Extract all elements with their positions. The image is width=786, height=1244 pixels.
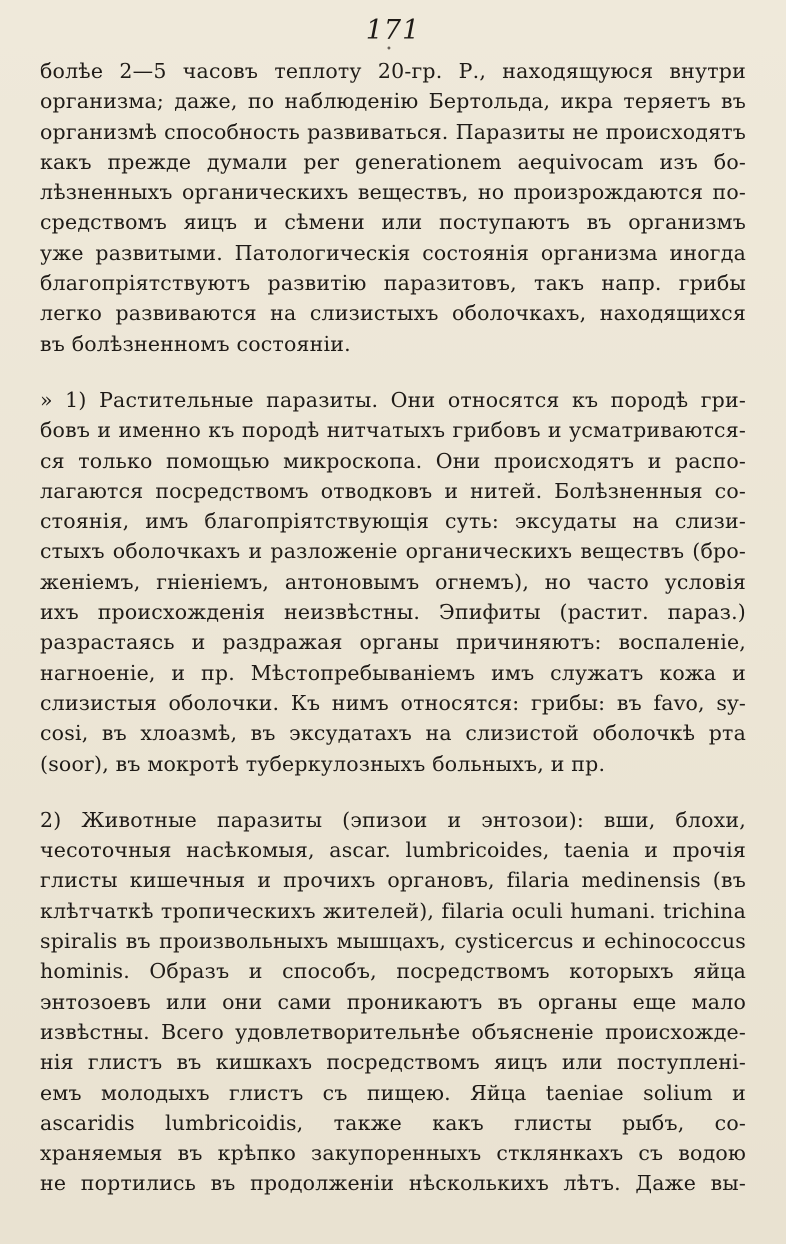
text-line: » 1) Растительные паразиты. Они относятся къ породѣ гри- [40,387,746,412]
text-line: ся только помощью микроскопа. Они происходятъ и распо- [40,448,746,473]
text-line: организмѣ способность развиваться. Паразиты не происходятъ [40,119,746,144]
text-line: храняемыя въ крѣпко закупоренныхъ стклянкахъ съ водою [40,1141,746,1166]
text-line: стыхъ оболочкахъ и разложеніе органическихъ веществъ (бро- [40,539,746,564]
text-line: болѣе 2—5 часовъ теплоту 20-гр. Р., находящуюся внутри [40,59,746,83]
text-line: извѣстны. Всего удовлетворительнѣе объясненіе происхожде- [40,1019,746,1044]
text-line: средствомъ яицъ и сѣмени или поступаютъ въ организмъ [40,210,746,235]
text-line: ascaridis lumbricoidis, также какъ глисты рыбъ, со- [40,1110,746,1135]
text-line: hominis. Образъ и способъ, посредствомъ которыхъ яйца [40,959,746,984]
paragraph-gap [40,779,746,805]
text-line: слизистыя оболочки. Къ нимъ относятся: грибы: въ favo, sy- [40,690,746,715]
text-line: не портились въ продолженіи нѣсколькихъ лѣтъ. Даже вы- [40,1171,746,1196]
text-line: бовъ и именно къ породѣ нитчатыхъ грибовъ и усматриваются- [40,418,746,443]
text-line: женіемъ, гніеніемъ, антоновымъ огнемъ), но часто условія [40,569,746,594]
text-line: клѣтчаткѣ тропическихъ жителей), filaria oculi humani. trichina [40,898,746,923]
text-line: ихъ происхожденія неизвѣстны. Эпифиты (растит. параз.) [40,600,746,625]
text-line: благопріятствуютъ развитію паразитовъ, такъ напр. грибы [40,271,746,296]
text-line: организма; даже, по наблюденію Бертольда, икра теряетъ въ [40,89,746,114]
paragraph-intro [40,56,746,359]
paragraph-gap [40,359,746,385]
paragraph-animal-parasites [40,805,746,1199]
text-line: нія глистъ въ кишкахъ посредствомъ яицъ или поступлені- [40,1050,746,1075]
text-line: уже развитыми. Патологическія состоянія организма иногда [40,240,746,265]
text-line: стоянія, имъ благопріятствующія суть: эксудаты на слизи- [40,509,746,534]
text-line: энтозоевъ или они сами проникаютъ въ органы еще мало [40,989,746,1014]
text-line: (soor), въ мокротѣ туберкулозныхъ больныхъ, и пр. [40,751,606,776]
text-line: лѣзненныхъ органическихъ веществъ, но произрождаются по- [40,180,746,205]
text-line: емъ молодыхъ глистъ съ пищею. Яйца taeniae solium и [40,1080,746,1105]
text-line: чесоточныя насѣкомыя, ascar. lumbricoides, taenia и прочія [40,838,746,863]
text-line: лагаются посредствомъ отводковъ и нитей. Болѣзненныя со- [40,478,746,503]
page-number: 171 [365,15,421,46]
text-line: разрастаясь и раздражая органы причиняютъ: воспаленіе, [40,630,746,655]
text-line: легко развиваются на слизистыхъ оболочкахъ, находящихся [40,301,746,326]
text-line: глисты кишечныя и прочихъ органовъ, filaria medinensis (въ [40,868,746,893]
paragraph-plant-parasites [40,385,746,779]
text-line: spiralis въ произвольныхъ мышцахъ, cysticercus и echinococcus [40,929,746,954]
text-line: cosi, въ хлоазмѣ, въ эксудатахъ на слизистой оболочкѣ рта [40,721,746,746]
text-line: въ болѣзненномъ состояніи. [40,331,351,356]
text-line: нагноеніе, и пр. Мѣстопребываніемъ имъ служатъ кожа и [40,660,746,685]
text-line: какъ прежде думали per generationem aequivocam изъ бо- [40,149,746,174]
print-speck: • [386,44,392,55]
text-line: 2) Животные паразиты (эпизои и энтозои): вши, блохи, [40,807,746,832]
